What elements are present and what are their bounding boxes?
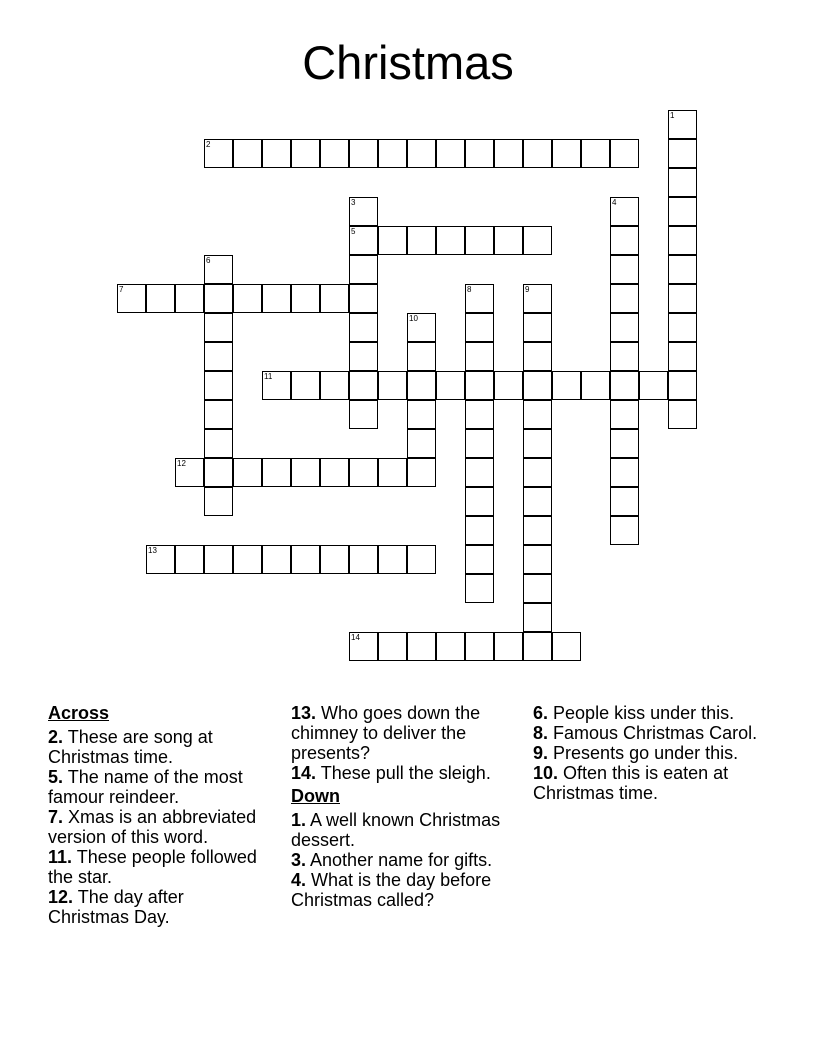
grid-cell[interactable] — [668, 168, 697, 197]
clue-number: 6. — [533, 703, 549, 723]
grid-cell[interactable] — [523, 458, 552, 487]
grid-cell[interactable] — [610, 284, 639, 313]
clue-down-8 — [533, 723, 769, 743]
grid-cell[interactable] — [465, 284, 494, 313]
grid-cell[interactable] — [494, 226, 523, 255]
grid-cell[interactable] — [407, 139, 436, 168]
grid-cell[interactable] — [262, 458, 291, 487]
grid-cell[interactable] — [204, 371, 233, 400]
grid-cell[interactable] — [610, 458, 639, 487]
cell-number: 8 — [467, 285, 472, 294]
grid-cell[interactable] — [523, 400, 552, 429]
grid-cell[interactable] — [465, 226, 494, 255]
grid-cell[interactable] — [378, 371, 407, 400]
puzzle-title: Christmas — [302, 36, 514, 89]
grid-cell[interactable] — [204, 342, 233, 371]
clue-across-5 — [48, 767, 268, 807]
grid-cell[interactable] — [523, 545, 552, 574]
grid-cell[interactable] — [349, 139, 378, 168]
cell-number: 5 — [351, 227, 356, 236]
grid-cell[interactable] — [523, 139, 552, 168]
grid-cell[interactable] — [668, 226, 697, 255]
clue-text: People kiss under this. — [553, 703, 735, 723]
cell-number: 12 — [177, 459, 186, 468]
clue-number: 5. — [48, 767, 64, 787]
clue-text: Xmas is an abbreviated version of this word. — [48, 807, 257, 847]
clue-text: These are song at Christmas time. — [48, 727, 213, 767]
grid-cell[interactable] — [552, 632, 581, 661]
grid-cell[interactable] — [610, 400, 639, 429]
clue-number: 8. — [533, 723, 549, 743]
grid-cell[interactable] — [581, 371, 610, 400]
grid-cell[interactable] — [349, 313, 378, 342]
clue-number: 2. — [48, 727, 64, 747]
grid-cell[interactable] — [523, 516, 552, 545]
grid-cell[interactable] — [465, 139, 494, 168]
grid-cell[interactable] — [320, 458, 349, 487]
grid-cell[interactable] — [204, 255, 233, 284]
grid-cell[interactable] — [523, 226, 552, 255]
cell-number: 1 — [670, 111, 675, 120]
clue-down-3 — [291, 850, 527, 870]
grid-cell[interactable] — [407, 371, 436, 400]
grid-cell[interactable] — [465, 574, 494, 603]
grid-cell[interactable] — [668, 313, 697, 342]
cell-number: 7 — [119, 285, 124, 294]
clue-text: These pull the sleigh. — [320, 763, 491, 783]
clue-number: 13. — [291, 703, 317, 723]
grid-cell[interactable] — [378, 632, 407, 661]
grid-cell[interactable] — [320, 371, 349, 400]
cell-number: 13 — [148, 546, 157, 555]
grid-cell[interactable] — [320, 284, 349, 313]
clue-across-7 — [48, 807, 268, 847]
grid-cell[interactable] — [436, 139, 465, 168]
grid-cell[interactable] — [668, 400, 697, 429]
grid-cell[interactable] — [494, 632, 523, 661]
grid-cell[interactable] — [610, 139, 639, 168]
clue-across-14 — [291, 763, 527, 783]
grid-cell[interactable] — [349, 632, 378, 661]
clue-number: 11. — [48, 847, 73, 867]
clue-column-1 — [48, 703, 268, 927]
grid-cell[interactable] — [262, 284, 291, 313]
clue-number: 9. — [533, 743, 549, 763]
grid-cell[interactable] — [291, 371, 320, 400]
clue-number: 7. — [48, 807, 64, 827]
grid-cell[interactable] — [262, 545, 291, 574]
clue-column-3 — [533, 703, 769, 803]
grid-cell[interactable] — [175, 284, 204, 313]
grid-cell[interactable] — [407, 632, 436, 661]
grid-cell[interactable] — [262, 371, 291, 400]
grid-cell[interactable] — [378, 226, 407, 255]
grid-cell[interactable] — [204, 429, 233, 458]
clue-text: Presents go under this. — [553, 743, 739, 763]
grid-cell[interactable] — [523, 429, 552, 458]
grid-cell[interactable] — [465, 632, 494, 661]
grid-cell[interactable] — [465, 487, 494, 516]
grid-cell[interactable] — [494, 371, 523, 400]
grid-cell[interactable] — [610, 342, 639, 371]
grid-cell[interactable] — [610, 487, 639, 516]
grid-cell[interactable] — [523, 603, 552, 632]
across-heading: Across — [48, 703, 110, 723]
grid-cell[interactable] — [523, 632, 552, 661]
clue-down-4 — [291, 870, 527, 910]
grid-cell[interactable] — [465, 545, 494, 574]
clue-down-1 — [291, 810, 527, 850]
grid-cell[interactable] — [407, 400, 436, 429]
grid-cell[interactable] — [465, 516, 494, 545]
grid-cell[interactable] — [523, 487, 552, 516]
grid-cell[interactable] — [668, 342, 697, 371]
clue-across-12 — [48, 887, 268, 927]
grid-cell[interactable] — [610, 429, 639, 458]
down-heading: Down — [291, 786, 340, 806]
clue-number: 10. — [533, 763, 559, 783]
grid-cell[interactable] — [610, 197, 639, 226]
grid-cell[interactable] — [349, 371, 378, 400]
clue-number: 4. — [291, 870, 307, 890]
grid-cell[interactable] — [291, 284, 320, 313]
grid-cell[interactable] — [204, 400, 233, 429]
grid-cell[interactable] — [581, 139, 610, 168]
grid-cell[interactable] — [610, 371, 639, 400]
clue-number: 12. — [48, 887, 74, 907]
grid-cell[interactable] — [523, 284, 552, 313]
grid-cell[interactable] — [610, 255, 639, 284]
grid-cell[interactable] — [494, 139, 523, 168]
cell-number: 11 — [264, 372, 273, 381]
grid-cell[interactable] — [233, 139, 262, 168]
cell-number: 4 — [612, 198, 617, 207]
grid-cell[interactable] — [233, 545, 262, 574]
grid-cell[interactable] — [146, 284, 175, 313]
grid-cell[interactable] — [320, 139, 349, 168]
clue-column-2 — [291, 703, 527, 910]
cell-number: 2 — [206, 140, 211, 149]
grid-cell[interactable] — [349, 197, 378, 226]
grid-cell[interactable] — [204, 487, 233, 516]
grid-cell[interactable] — [407, 313, 436, 342]
grid-cell[interactable] — [349, 284, 378, 313]
grid-cell[interactable] — [465, 313, 494, 342]
grid-cell[interactable] — [291, 545, 320, 574]
grid-cell[interactable] — [349, 255, 378, 284]
grid-cell[interactable] — [349, 400, 378, 429]
grid-cell[interactable] — [378, 458, 407, 487]
grid-cell[interactable] — [552, 371, 581, 400]
clue-across-11 — [48, 847, 268, 887]
grid-cell[interactable] — [175, 458, 204, 487]
clue-text: Who goes down the chimney to deliver the presents? — [291, 703, 481, 763]
grid-cell[interactable] — [204, 313, 233, 342]
cell-number: 14 — [351, 633, 360, 642]
clue-number: 3. — [291, 850, 307, 870]
clue-down-9 — [533, 743, 769, 763]
grid-cell[interactable] — [117, 284, 146, 313]
grid-cell[interactable] — [204, 545, 233, 574]
grid-cell[interactable] — [378, 545, 407, 574]
clue-down-10 — [533, 763, 769, 803]
grid-cell[interactable] — [668, 197, 697, 226]
cell-number: 10 — [409, 314, 418, 323]
grid-cell[interactable] — [320, 545, 349, 574]
grid-cell[interactable] — [146, 545, 175, 574]
grid-cell[interactable] — [407, 429, 436, 458]
grid-cell[interactable] — [436, 632, 465, 661]
clue-number: 14. — [291, 763, 317, 783]
grid-cell[interactable] — [233, 458, 262, 487]
grid-cell[interactable] — [465, 400, 494, 429]
grid-cell[interactable] — [610, 516, 639, 545]
clue-text: Famous Christmas Carol. — [553, 723, 758, 743]
clue-text: What is the day before Christmas called? — [291, 870, 492, 910]
grid-cell[interactable] — [407, 226, 436, 255]
grid-cell[interactable] — [523, 371, 552, 400]
grid-cell[interactable] — [233, 284, 262, 313]
grid-cell[interactable] — [407, 545, 436, 574]
grid-cell[interactable] — [465, 429, 494, 458]
grid-cell[interactable] — [639, 371, 668, 400]
clue-across-2 — [48, 727, 268, 767]
clue-across-13 — [291, 703, 527, 763]
grid-cell[interactable] — [291, 139, 320, 168]
grid-cell[interactable] — [407, 458, 436, 487]
clue-text: These people followed the star. — [48, 847, 257, 887]
grid-cell[interactable] — [204, 458, 233, 487]
grid-cell[interactable] — [668, 284, 697, 313]
grid-cell[interactable] — [668, 371, 697, 400]
grid-cell[interactable] — [465, 371, 494, 400]
grid-cell[interactable] — [349, 226, 378, 255]
grid-cell[interactable] — [349, 545, 378, 574]
grid-cell[interactable] — [668, 255, 697, 284]
clue-text: A well known Christmas dessert. — [291, 810, 501, 850]
grid-cell[interactable] — [204, 284, 233, 313]
clue-text: The day after Christmas Day. — [48, 887, 184, 927]
grid-cell[interactable] — [668, 139, 697, 168]
clue-text: Often this is eaten at Christmas time. — [533, 763, 729, 803]
grid-cell[interactable] — [378, 139, 407, 168]
clue-number: 1. — [291, 810, 307, 830]
grid-cell[interactable] — [523, 342, 552, 371]
grid-cell[interactable] — [465, 342, 494, 371]
grid-cell[interactable] — [407, 342, 436, 371]
grid-cell[interactable] — [523, 574, 552, 603]
cell-number: 6 — [206, 256, 211, 265]
grid-cell[interactable] — [523, 313, 552, 342]
grid-cell[interactable] — [465, 458, 494, 487]
grid-cell[interactable] — [436, 371, 465, 400]
grid-cell[interactable] — [668, 110, 697, 139]
cell-number: 9 — [525, 285, 530, 294]
grid-cell[interactable] — [436, 226, 465, 255]
grid-cell[interactable] — [175, 545, 204, 574]
grid-cell[interactable] — [204, 139, 233, 168]
grid-cell[interactable] — [262, 139, 291, 168]
grid-cell[interactable] — [291, 458, 320, 487]
grid-cell[interactable] — [610, 313, 639, 342]
clue-down-6 — [533, 703, 769, 723]
clue-text: Another name for gifts. — [310, 850, 493, 870]
clue-text: The name of the most famour reindeer. — [48, 767, 243, 807]
grid-cell[interactable] — [349, 342, 378, 371]
grid-cell[interactable] — [610, 226, 639, 255]
grid-cell[interactable] — [552, 139, 581, 168]
cell-number: 3 — [351, 198, 356, 207]
grid-cell[interactable] — [349, 458, 378, 487]
